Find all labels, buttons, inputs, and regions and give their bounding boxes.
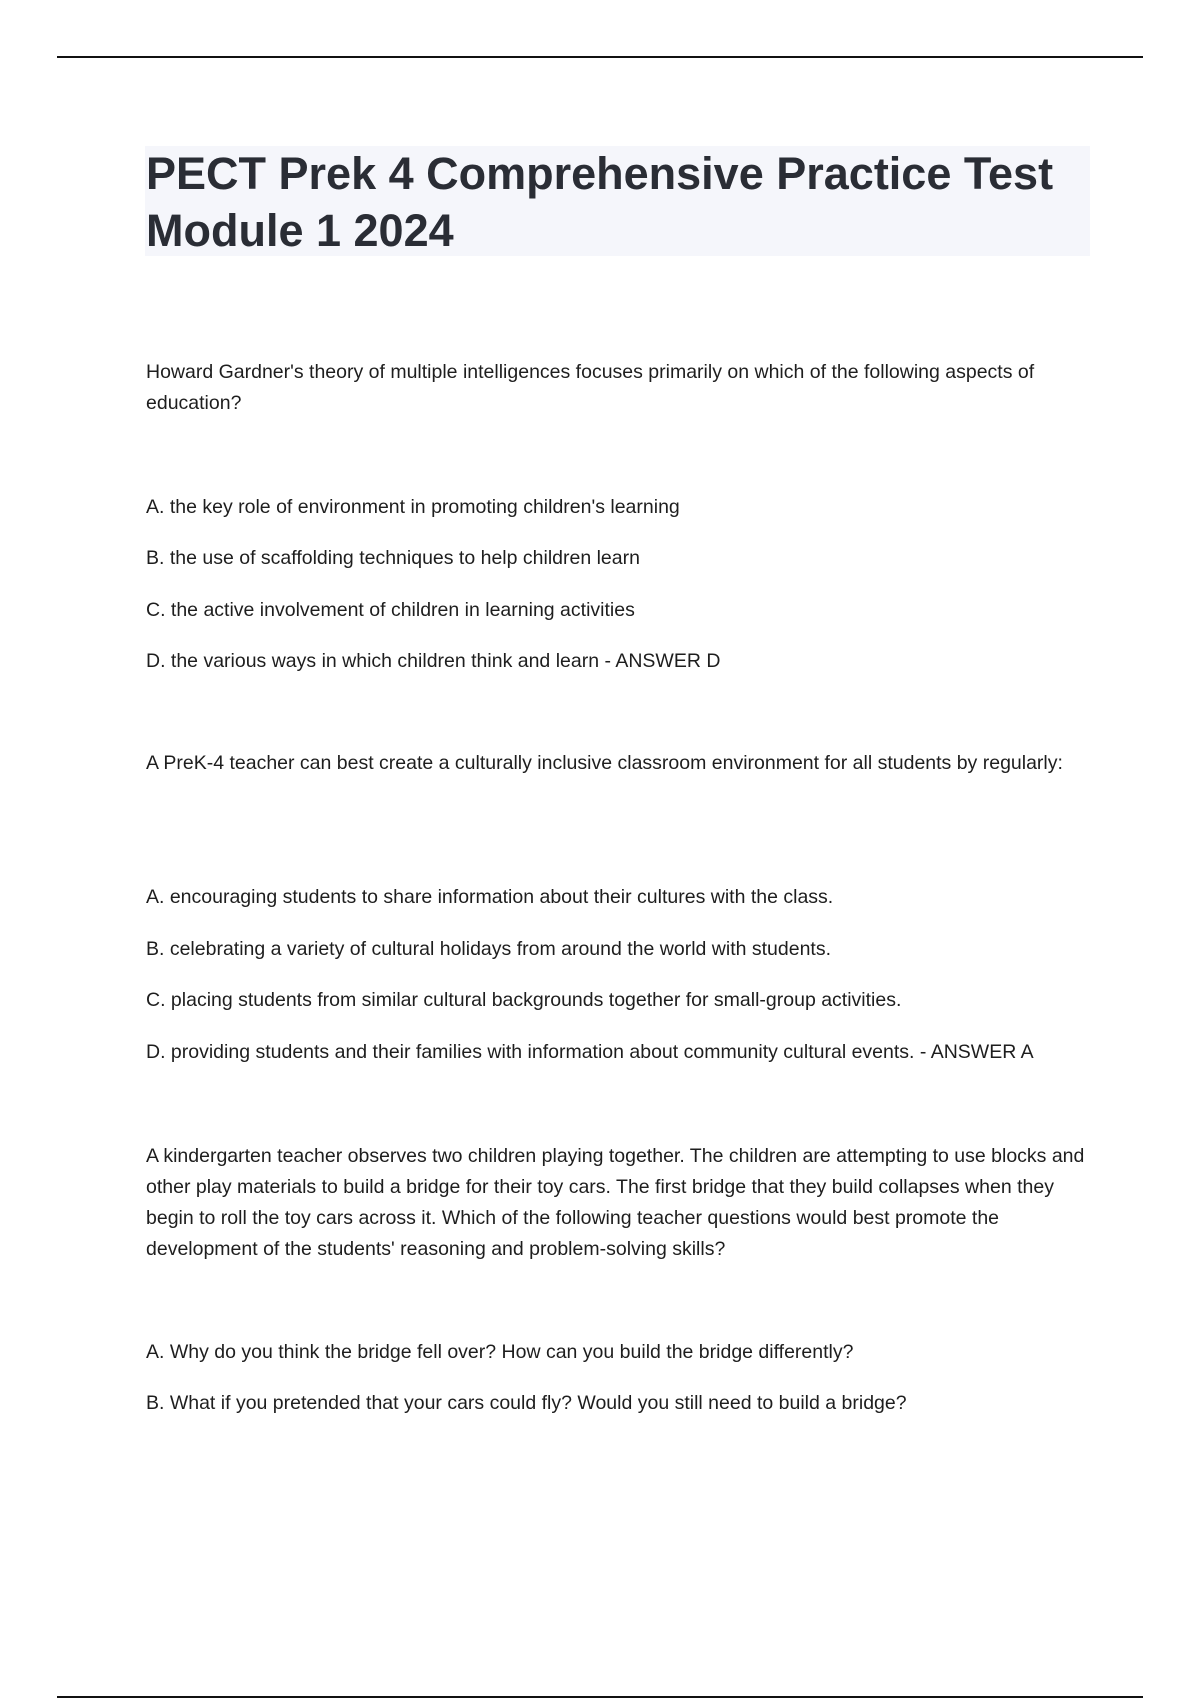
document-title: PECT Prek 4 Comprehensive Practice Test Module 1 2024 <box>146 148 1054 256</box>
question-2-option-a: A. encouraging students to share information about their cultures with the class. <box>146 886 834 908</box>
question-1-option-a: A. the key role of environment in promoting children's learning <box>146 496 680 518</box>
question-3-option-a: A. Why do you think the bridge fell over? How can you build the bridge differently? <box>146 1341 854 1363</box>
question-3-text: A kindergarten teacher observes two children playing together. The children are attempting to use blocks and other play materials to build a bridge for their toy cars. The first bridge that they build collapses when they begin to roll the toy cars across it. Which of the following teacher questions would best promote the development of the students' reasoning and problem-solving skills? <box>146 1145 1085 1260</box>
question-1-option-d: D. the various ways in which children think and learn - ANSWER D <box>146 650 721 672</box>
question-2-option-b: B. celebrating a variety of cultural holidays from around the world with students. <box>146 938 832 960</box>
top-rule <box>57 56 1143 58</box>
question-3-option-b: B. What if you pretended that your cars could fly? Would you still need to build a bridge? <box>146 1392 907 1414</box>
question-1-option-b: B. the use of scaffolding techniques to help children learn <box>146 547 640 569</box>
question-2-option-d: D. providing students and their families with information about community cultural events. - ANSWER A <box>146 1041 1034 1063</box>
question-1-option-c: C. the active involvement of children in learning activities <box>146 599 635 621</box>
question-2-text: A PreK-4 teacher can best create a culturally inclusive classroom environment for all students by regularly: <box>146 752 1063 774</box>
question-1-text: Howard Gardner's theory of multiple intelligences focuses primarily on which of the following aspects of education? <box>146 361 1035 414</box>
bottom-rule <box>57 1696 1143 1698</box>
question-2-option-c: C. placing students from similar cultural backgrounds together for small-group activities. <box>146 989 902 1011</box>
